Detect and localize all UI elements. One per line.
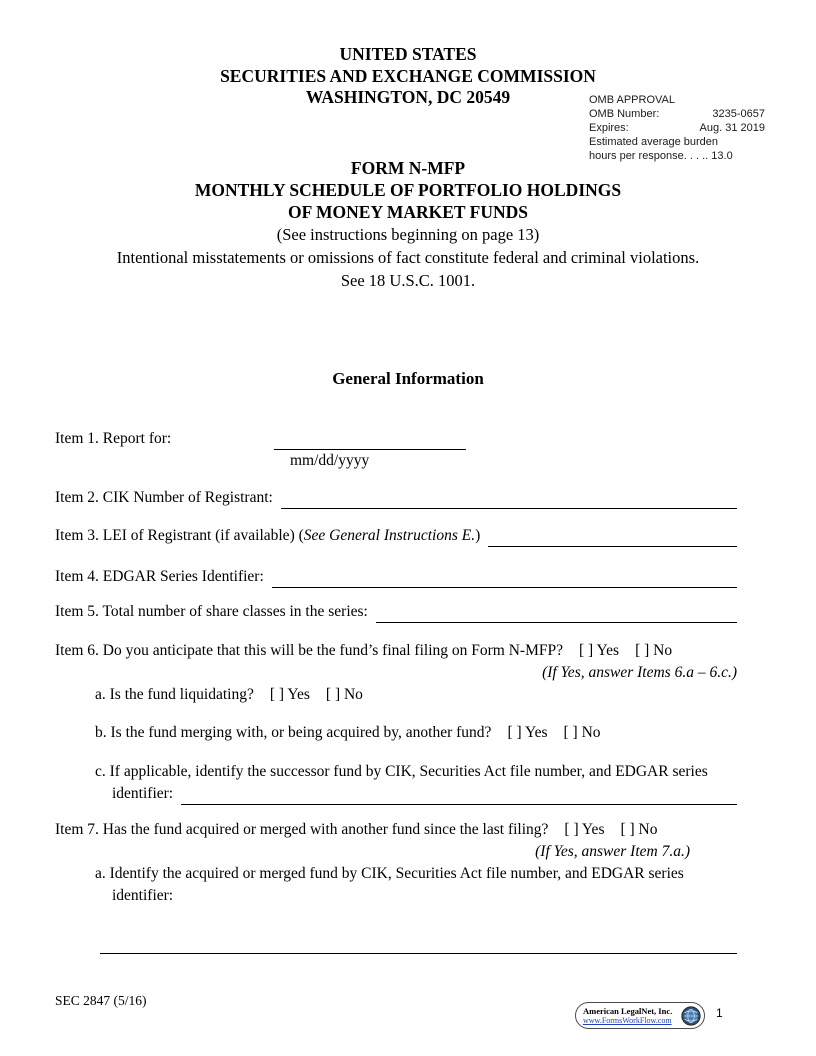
omb-expires-value: Aug. 31 2019 [699, 122, 765, 134]
item7-yes-checkbox[interactable]: [ ] Yes [564, 820, 605, 838]
item6b-label: b. Is the fund merging with, or being acquired by, another fund? [95, 723, 492, 741]
item4-label: Item 4. EDGAR Series Identifier: [55, 567, 264, 585]
item-5-row [55, 601, 737, 623]
omb-number-label: OMB Number: [589, 108, 660, 120]
item-6b-row [95, 722, 737, 744]
item3-input-line[interactable] [488, 526, 737, 547]
omb-burden-line2: hours per response. . . .. 13.0 [589, 150, 733, 162]
item-1-hint-row [55, 450, 737, 472]
omb-expires-row [589, 121, 765, 135]
item6a-label: a. Is the fund liquidating? [95, 685, 254, 703]
item2-label: Item 2. CIK Number of Registrant: [55, 488, 273, 506]
item7-no-checkbox[interactable]: [ ] No [620, 820, 658, 838]
vendor-text [583, 1006, 677, 1025]
vendor-url-link[interactable]: www.FormsWorkFlow.com [583, 1016, 672, 1025]
item2-input-line[interactable] [281, 488, 737, 509]
item7a-label-line2: identifier: [112, 886, 174, 904]
item1-input-line[interactable] [274, 429, 466, 450]
item7-label: Item 7. Has the fund acquired or merged with another fund since the last filing? [55, 820, 549, 838]
item7a-input-line[interactable] [100, 933, 737, 954]
omb-number-value: 3235-0657 [712, 108, 765, 120]
agency-line-1: UNITED STATES [339, 44, 477, 64]
item6a-no-checkbox[interactable]: [ ] No [325, 685, 363, 703]
item-2-row [55, 487, 737, 509]
item6b-no-checkbox[interactable]: [ ] No [563, 723, 601, 741]
item6b-yes-checkbox[interactable]: [ ] Yes [507, 723, 548, 741]
agency-line-2: SECURITIES AND EXCHANGE COMMISSION [220, 65, 596, 86]
item1-label: Item 1. Report for: [55, 429, 172, 447]
globe-icon [681, 1006, 701, 1026]
item-3-row [55, 525, 737, 547]
instructions-note: (See instructions beginning on page 13) [276, 224, 540, 244]
form-subtitle-1: MONTHLY SCHEDULE OF PORTFOLIO HOLDINGS [194, 179, 622, 200]
item-7a-row-line2 [112, 885, 737, 907]
item-1-row [55, 428, 737, 450]
item-6c-row-line2 [112, 783, 737, 805]
item3-label-prefix: Item 3. LEI of Registrant (if available) ( [55, 526, 304, 544]
vendor-name: American LegalNet, Inc. [583, 1006, 673, 1016]
omb-approval-box [589, 93, 765, 163]
item-6c-row-line1 [95, 761, 737, 783]
item3-label-suffix: ) [475, 526, 481, 544]
item6a-yes-checkbox[interactable]: [ ] Yes [269, 685, 310, 703]
item-7a-row-line1 [95, 863, 737, 885]
form-subtitle-2: OF MONEY MARKET FUNDS [288, 201, 528, 222]
warning-line-1: Intentional misstatements or omissions of fact constitute federal and criminal violations. [116, 247, 700, 267]
page-number: 1 [716, 1006, 723, 1020]
item6-note: (If Yes, answer Items 6.a – 6.c.) [542, 663, 737, 681]
item7a-label-line1: a. Identify the acquired or merged fund by CIK, Securities Act file number, and EDGAR series [95, 864, 684, 882]
item4-input-line[interactable] [272, 567, 737, 588]
form-number: SEC 2847 (5/16) [55, 993, 147, 1008]
item-7a-answer-row [100, 933, 737, 954]
form-title-block [0, 157, 816, 292]
section-heading: General Information [332, 368, 484, 388]
item6-yes-checkbox[interactable]: [ ] Yes [579, 641, 620, 659]
item6c-label-line1: c. If applicable, identify the successor fund by CIK, Securities Act file number, and EDGAR series [95, 762, 708, 780]
item6c-input-line[interactable] [181, 784, 737, 805]
item6-label: Item 6. Do you anticipate that this will be the fund’s final filing on Form N-MFP? [55, 641, 563, 659]
item6c-label-line2: identifier: [112, 784, 174, 802]
warning-line-2: See 18 U.S.C. 1001. [340, 270, 476, 290]
omb-burden-line1: Estimated average burden [589, 136, 719, 148]
item1-date-hint: mm/dd/yyyy [290, 451, 370, 469]
omb-expires-label: Expires: [589, 122, 629, 134]
item3-label-italic: See General Instructions E. [303, 526, 476, 544]
item-4-row [55, 566, 737, 588]
item-6-row [55, 640, 737, 662]
omb-title: OMB APPROVAL [589, 94, 675, 106]
vendor-logo-box [575, 1002, 705, 1029]
item5-input-line[interactable] [376, 602, 737, 623]
agency-line-3: WASHINGTON, DC 20549 [305, 87, 511, 107]
item7-note: (If Yes, answer Item 7.a.) [535, 842, 690, 860]
item-7-row [55, 819, 737, 841]
form-name: FORM N-MFP [350, 157, 466, 178]
item6-no-checkbox[interactable]: [ ] No [635, 641, 673, 659]
omb-number-row [589, 107, 765, 121]
item-6a-row [95, 684, 737, 706]
item5-label: Item 5. Total number of share classes in the series: [55, 602, 368, 620]
